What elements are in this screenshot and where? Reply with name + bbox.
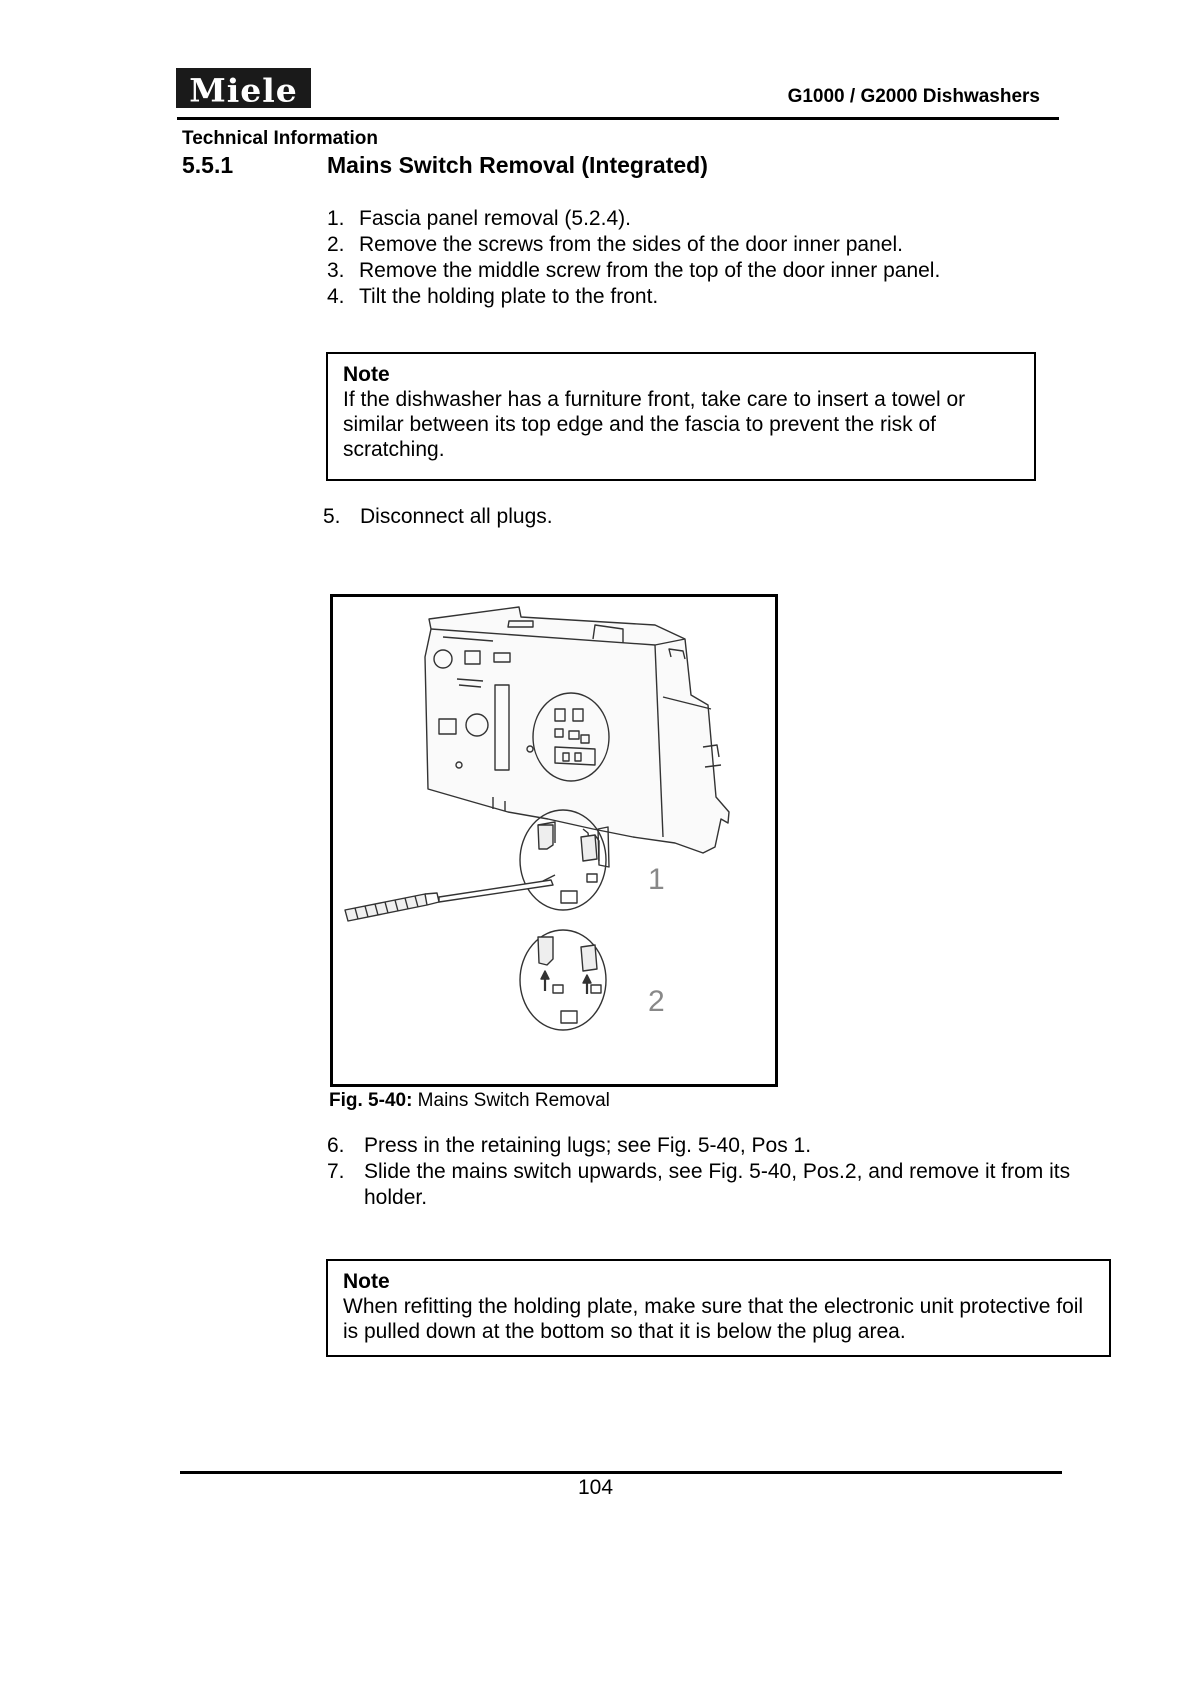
section-number: 5.5.1 — [182, 152, 234, 178]
steps-list-a — [327, 206, 1047, 310]
list-item: 6. Press in the retaining lugs; see Fig. 5-40, Pos 1. — [327, 1134, 812, 1157]
document-title: G1000 / G2000 Dishwashers — [787, 86, 1040, 107]
mains-switch-illustration — [333, 597, 775, 1084]
position-label-2: 2 — [648, 985, 665, 1018]
note-box-1 — [326, 352, 1036, 481]
figure-mains-switch — [330, 594, 778, 1087]
list-item: 1. Fascia panel removal (5.2.4). — [327, 207, 631, 230]
note-text: When refitting the holding plate, make sure that the electronic unit protective foil is pulled down at the bottom so that it is below the plug area. — [343, 1295, 1084, 1343]
section-label: Technical Information — [182, 128, 379, 149]
page-number: 104 — [577, 1476, 614, 1499]
list-item: 2. Remove the screws from the sides of the door inner panel. — [327, 233, 903, 256]
list-item: 5. Disconnect all plugs. — [323, 505, 553, 528]
list-item: 4. Tilt the holding plate to the front. — [327, 285, 659, 308]
steps-list-step5 — [323, 504, 1043, 530]
list-item: 3. Remove the middle screw from the top of the door inner panel. — [327, 259, 941, 282]
note-title: Note — [343, 1270, 390, 1293]
position-label-1: 1 — [648, 863, 665, 896]
caption-prefix: Fig. 5-40: — [329, 1090, 413, 1111]
steps-list-b — [327, 1133, 1117, 1211]
header-rule — [177, 117, 1059, 120]
figure-caption — [329, 1090, 610, 1112]
footer-rule — [180, 1471, 1062, 1474]
list-item: 7. Slide the mains switch upwards, see Fig. 5-40, Pos.2, and remove it from its holder. — [327, 1160, 1071, 1209]
note-title: Note — [343, 363, 390, 386]
note-box-2 — [326, 1259, 1111, 1357]
note-text: If the dishwasher has a furniture front, take care to insert a towel or similar between its top edge and the fascia to prevent the risk of scratching. — [343, 388, 966, 461]
miele-logo: Miele — [177, 69, 310, 107]
section-title: Mains Switch Removal (Integrated) — [327, 152, 708, 178]
caption-text: Mains Switch Removal — [412, 1090, 610, 1111]
